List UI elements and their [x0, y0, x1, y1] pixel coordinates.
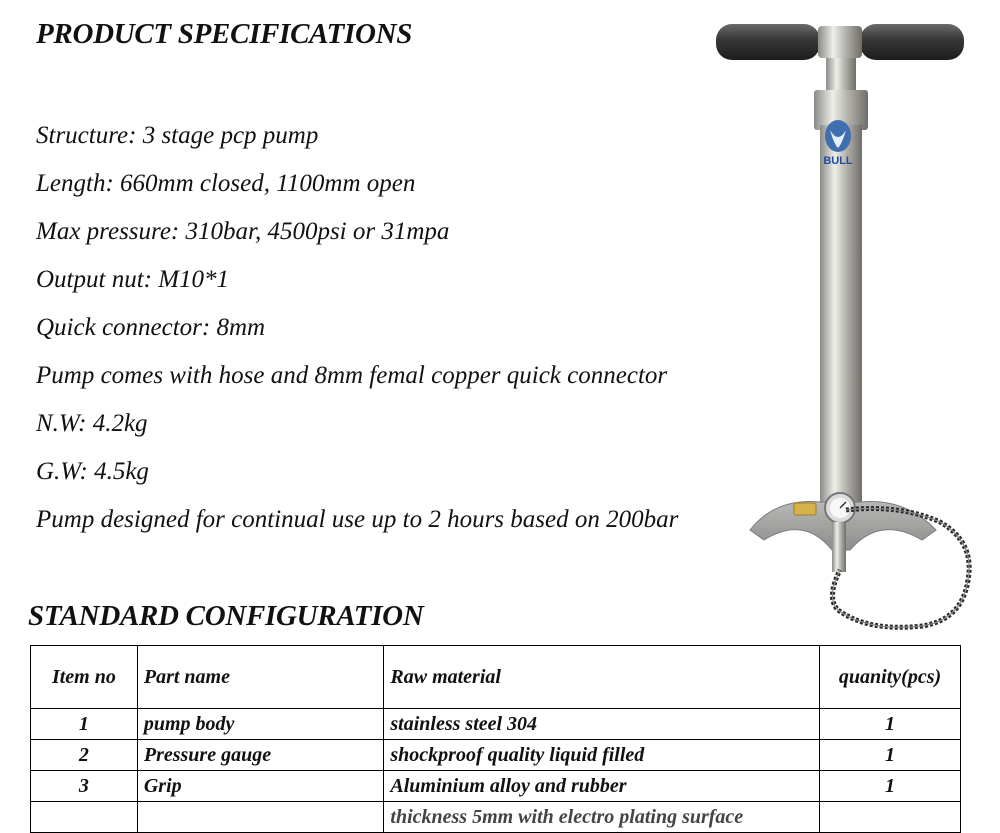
cell-part-name: Pressure gauge [137, 740, 384, 771]
cell-part-name: pump body [137, 709, 384, 740]
configuration-title: STANDARD CONFIGURATION [28, 600, 424, 632]
spec-output-nut: Output nut: M10*1 [36, 266, 230, 293]
specifications-list [36, 116, 678, 548]
spec-length: Length: 660mm closed, 1100mm open [36, 170, 416, 197]
pump-tube [820, 125, 862, 505]
cell-part-name [137, 802, 384, 833]
header-raw-material: Raw material [384, 646, 820, 709]
header-item-no: Item no [31, 646, 138, 709]
cell-item-no: 3 [31, 771, 138, 802]
spec-quick-connector: Quick connector: 8mm [36, 314, 266, 341]
cell-part-name: Grip [137, 771, 384, 802]
table-header-row [31, 646, 961, 709]
brass-fitting [794, 503, 816, 515]
table-row-partial [31, 802, 961, 833]
spec-structure: Structure: 3 stage pcp pump [36, 122, 319, 149]
spec-gross-weight: G.W: 4.5kg [36, 458, 149, 485]
cell-raw-material: thickness 5mm with electro plating surface [384, 802, 820, 833]
cell-quantity: 1 [820, 709, 961, 740]
table-row [31, 771, 961, 802]
logo-text: BULL [823, 155, 853, 167]
cell-item-no: 2 [31, 740, 138, 771]
spec-hose: Pump comes with hose and 8mm femal copper quick connector [36, 362, 668, 389]
table-row [31, 709, 961, 740]
cell-item-no [31, 802, 138, 833]
configuration-table [30, 645, 961, 833]
specifications-title: PRODUCT SPECIFICATIONS [36, 18, 413, 50]
spec-max-pressure: Max pressure: 310bar, 4500psi or 31mpa [36, 218, 450, 245]
header-part-name: Part name [137, 646, 384, 709]
table-row [31, 740, 961, 771]
cell-quantity [820, 802, 961, 833]
cell-quantity: 1 [820, 771, 961, 802]
spec-usage: Pump designed for continual use up to 2 hours based on 200bar [36, 506, 679, 533]
cell-raw-material: Aluminium alloy and rubber [384, 771, 820, 802]
cell-raw-material: stainless steel 304 [384, 709, 820, 740]
hand-pump-image [700, 10, 990, 640]
header-quantity: quanity(pcs) [820, 646, 961, 709]
cell-item-no: 1 [31, 709, 138, 740]
cell-quantity: 1 [820, 740, 961, 771]
pump-grip-right [860, 24, 964, 60]
spec-net-weight: N.W: 4.2kg [36, 410, 148, 437]
pump-grip-left [716, 24, 820, 60]
cell-raw-material: shockproof quality liquid filled [384, 740, 820, 771]
